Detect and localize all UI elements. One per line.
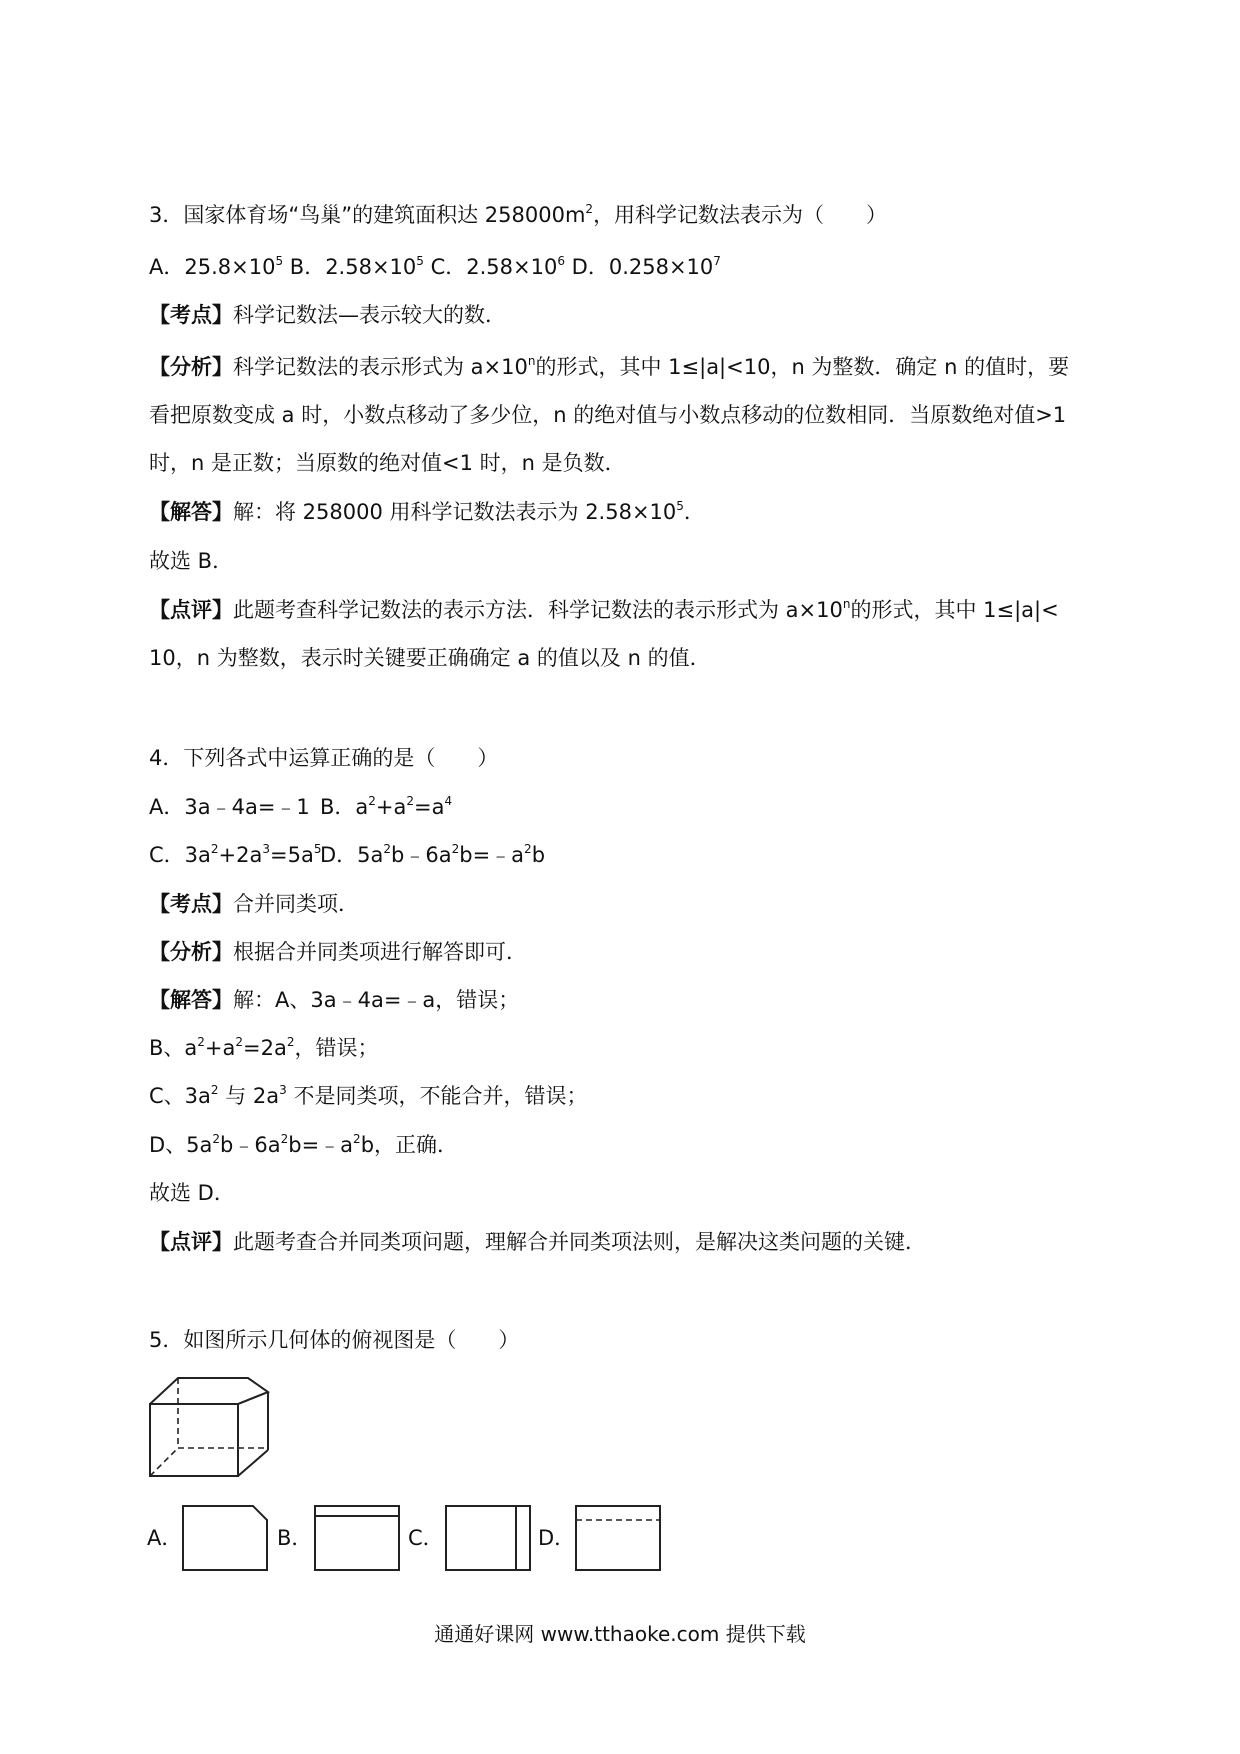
q4-kaodian: 【考点】合并同类项． [149, 892, 359, 916]
q3-option-b: B．$2.58\times 10^5$ [289, 254, 424, 279]
q3-kaodian: 【考点】科学记数法—表示较大的数． [149, 303, 506, 327]
q3-answer: 故选 B． [149, 549, 234, 573]
q5-option-d-label: D． [538, 1526, 576, 1550]
q4-jieda: 【解答】解：A、3a﹣4a=﹣a，错误； [149, 988, 520, 1012]
q4-jieda-c: C、$3a^2$ 与 $2a^3$ 不是同类项，不能合并，错误； [149, 1083, 588, 1108]
q3-dianping-line2: 10，n 为整数，表示时关键要正确确定 a 的值以及 n 的值． [149, 646, 711, 670]
q3-option-c: C．$2.58\times 10^6$ [430, 254, 565, 279]
q3-fenxi-line3: 时，n 是正数；当原数的绝对值<1 时，n 是负数． [149, 451, 626, 475]
q5-option-d-figure [574, 1504, 662, 1572]
page-footer: 通通好课网 www.tthaoke.com 提供下载 [434, 1622, 806, 1646]
q5-option-a-label: A． [147, 1526, 183, 1550]
q4-option-b: B．$a^2+a^2=a^4$ [320, 794, 453, 819]
q3-dianping-line1: 【点评】此题考查科学记数法的表示方法．科学记数法的表示形式为 $a\times 10^n$的形式，其中 1≤|a|< [149, 597, 1059, 622]
q4-fenxi: 【分析】根据合并同类项进行解答即可． [149, 940, 527, 964]
q4-option-a: A．3a﹣4a=﹣1 [149, 795, 310, 819]
q4-jieda-b: B、$a^2+a^2=2a^2$，错误； [149, 1035, 379, 1060]
q5-stem: 5．如图所示几何体的俯视图是（ ） [149, 1328, 520, 1352]
q4-option-d: D．$5a^2b﹣6a^2b=﹣a^2b$ [320, 842, 546, 867]
q4-stem: 4．下列各式中运算正确的是（ ） [149, 746, 499, 770]
q5-option-c-label: C． [408, 1526, 444, 1550]
q5-option-a-figure [181, 1504, 269, 1572]
q3-fenxi-line2: 看把原数变成 a 时，小数点移动了多少位，n 的绝对值与小数点移动的位数相同．当原数绝对值>1 [149, 403, 1067, 427]
q5-option-b-figure [313, 1504, 401, 1572]
q4-jieda-d: D、$5a^2b﹣6a^2b=﹣a^2b$，正确． [149, 1132, 459, 1157]
q3-option-d: D．$0.258\times 10^7$ [571, 254, 721, 279]
q4-answer: 故选 D． [149, 1181, 235, 1205]
geometry-solid-figure [148, 1376, 274, 1480]
q5-option-c-figure [444, 1504, 532, 1572]
q5-option-b-label: B． [277, 1526, 313, 1550]
q4-option-c: C．$3a^2+2a^3=5a^5$ [149, 842, 322, 867]
q3-stem: 3．国家体育场“鸟巢”的建筑面积达 $258000m^2$，用科学记数法表示为（ ） [149, 202, 888, 227]
q3-fenxi-line1: 【分析】科学记数法的表示形式为 $a\times 10^n$的形式，其中 1≤|a|<10，n 为整数．确定 n 的值时，要 [149, 354, 1070, 379]
q3-options [149, 252, 721, 282]
q3-jieda: 【解答】解：将 258000 用科学记数法表示为 $2.58\times 10^5$． [149, 499, 705, 524]
q4-dianping: 【点评】此题考查合并同类项问题，理解合并同类项法则，是解决这类问题的关键． [149, 1230, 926, 1254]
q3-option-a: A．$25.8\times 10^5$ [149, 254, 284, 279]
